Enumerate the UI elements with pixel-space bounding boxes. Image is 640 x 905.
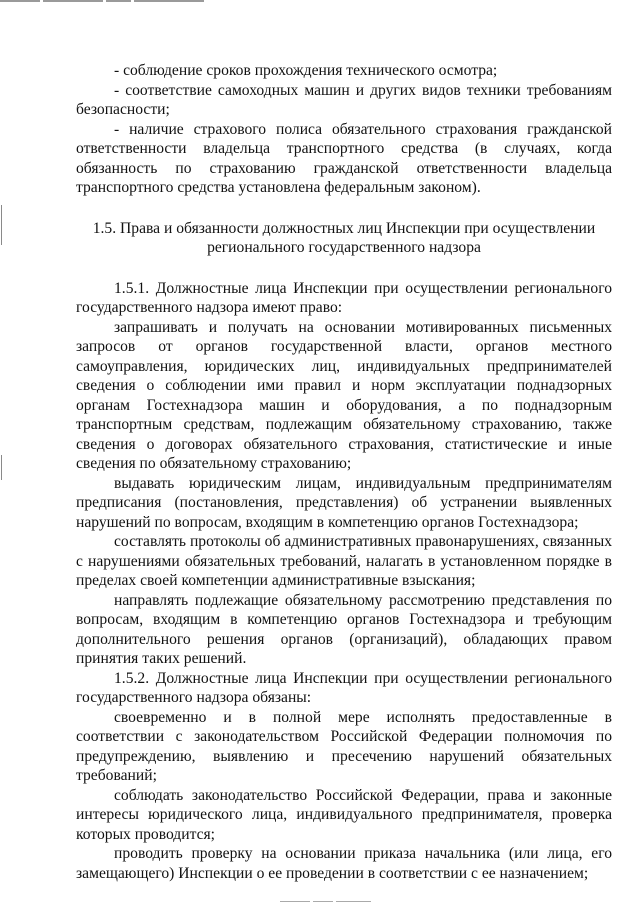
clause-1-5-2: 1.5.2. Должностные лица Инспекции при осуществлении регионального государственного надзора обязаны:	[76, 669, 612, 706]
clause-1-5-1: 1.5.1. Должностные лица Инспекции при осуществлении регионального государственного надзора имеют право:	[76, 279, 612, 316]
section-heading-line-1: 1.5. Права и обязанности должностных лиц Инспекции при осуществлении	[92, 219, 596, 237]
scan-artifact-left-2	[1, 455, 2, 480]
document-body	[76, 61, 612, 883]
right-request-info: запрашивать и получать на основании мотивированных письменных запросов от органов государственной власти, органов местного самоуправления, юридических лиц, индивидуальных предпринимателей сведения о соблюдении ими правил и норм эксплуатации поднадзорных органам Гостехнадзора машин и оборудования, а по поднадзорным транспортным средствам, подлежащим обязательному страхованию, также сведения о договорах обязательного страхования, статистические и иные сведения по обязательному страхованию;	[76, 318, 612, 472]
bullet-inspection-terms: - соблюдение сроков прохождения технического осмотра;	[114, 62, 498, 79]
duty-observe-law: соблюдать законодательство Российской Федерации, права и законные интересы юридического лица, индивидуального предпринимателя, проверка которых проводится;	[76, 786, 612, 843]
duty-exercise-powers: своевременно и в полной мере исполнять предоставленные в соответствии с законодательством Российской Федерации полномочия по предупреждению, выявлению и пресечению нарушений обязательных требований;	[76, 708, 612, 784]
scan-artifact-left	[1, 205, 2, 245]
scan-artifact-bottom	[280, 901, 390, 903]
section-heading-line-2: регионального государственного надзора	[207, 239, 481, 256]
right-issue-orders: выдавать юридическим лицам, индивидуальным предпринимателям предписания (постановления, представления) об устранении выявленных нарушений по вопросам, входящим в компетенцию органов Гостехнадзора;	[76, 474, 612, 531]
scan-artifact-top	[0, 0, 210, 3]
right-send-representations: направлять подлежащие обязательному рассмотрению представления по вопросам, входящим в компетенцию органов Гостехнадзора и требующим дополнительного решения органов (организаций), обладающих правом принятия таких решений.	[76, 591, 612, 667]
bullet-insurance-policy: - наличие страхового полиса обязательного страхования гражданской ответственности владельца транспортного средства (в случаях, когда обязанность по страхованию гражданской ответственности владельца транспортного средства установлена федеральным законом).	[76, 120, 612, 196]
section-heading	[76, 219, 612, 258]
bullet-safety-compliance: - соответствие самоходных машин и других видов техники требованиям безопасности;	[76, 81, 612, 118]
duty-conduct-inspection: проводить проверку на основании приказа начальника (или лица, его замещающего) Инспекции о ее проведении в соответствии с ее назначением;	[76, 845, 612, 882]
right-draw-protocols: составлять протоколы об административных правонарушениях, связанных с нарушениями обязательных требований, налагать в установленном порядке в пределах своей компетенции административные взыскания;	[76, 533, 612, 589]
